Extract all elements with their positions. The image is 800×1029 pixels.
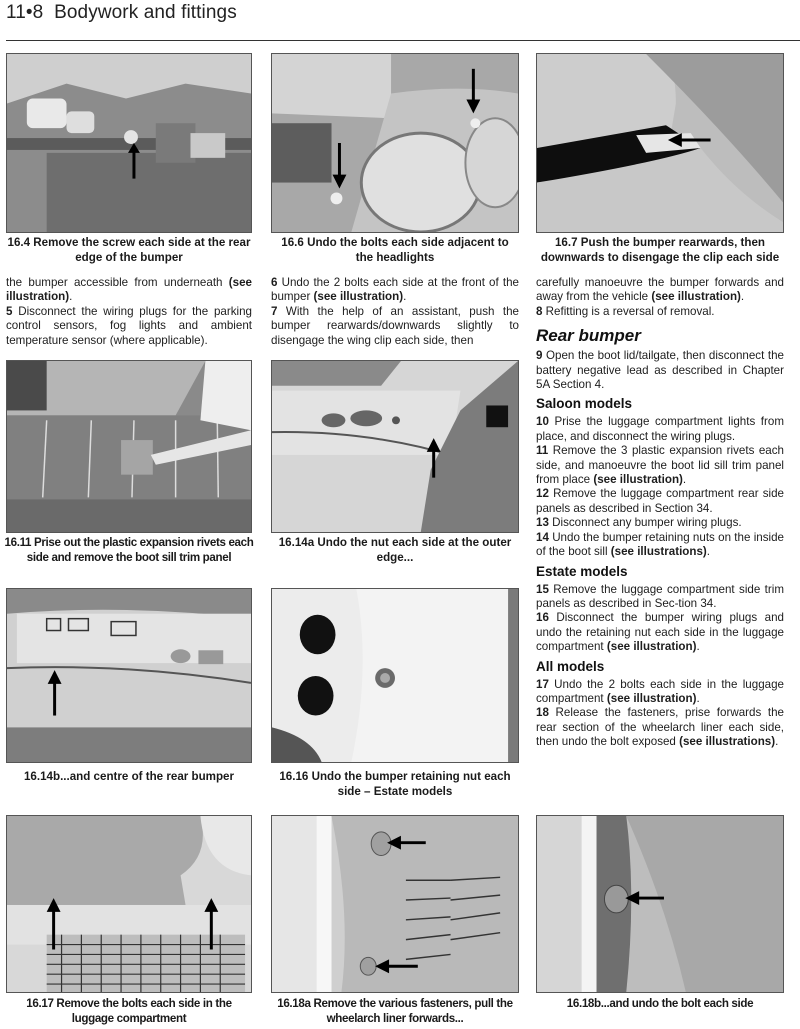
caption-16-11: 16.11 Prise out the plastic expansion rivets each side and remove the boot sill trim panel — [4, 536, 254, 564]
photo-16-14b — [6, 588, 252, 763]
paragraph-10: 10 Prise the luggage compartment lights from place, and disconnect the wiring plugs. — [536, 415, 784, 443]
paragraph-11: 11 Remove the 3 plastic expansion rivets each side, and manoeuvre the boot lid sill trim panel from place (see illustration). — [536, 444, 784, 487]
caption-16-7: 16.7 Push the bumper rearwards, then downwards to disengage the clip each side — [540, 236, 780, 264]
photo-16-14a — [271, 360, 519, 533]
chapter-title: Bodywork and fittings — [54, 2, 237, 23]
page-number: 11•8 — [6, 2, 44, 23]
subheading-estate-models: Estate models — [536, 563, 628, 579]
paragraph-15: 15 Remove the luggage compartment side trim panels as described in Sec-tion 34. — [536, 582, 784, 610]
column1-text — [6, 276, 252, 348]
paragraph-4-continued: the bumper accessible from underneath (see illustration). — [6, 276, 252, 304]
subheading-all-models: All models — [536, 658, 605, 674]
caption-16-14a: 16.14a Undo the nut each side at the outer edge... — [278, 536, 512, 564]
photo-16-7 — [536, 53, 784, 233]
photo-16-18b — [536, 815, 784, 993]
header-rule — [6, 40, 800, 41]
photo-16-16 — [271, 588, 519, 763]
subheading-saloon-models: Saloon models — [536, 396, 633, 412]
caption-16-4: 16.4 Remove the screw each side at the rear edge of the bumper — [7, 236, 251, 264]
section-heading-rear-bumper: Rear bumper — [536, 326, 641, 346]
caption-16-14b: 16.14b...and centre of the rear bumper — [23, 770, 235, 783]
paragraph-6: 6 Undo the 2 bolts each side at the front of the bumper (see illustration). — [271, 276, 519, 304]
paragraph-12: 12 Remove the luggage compartment rear side panels as described in Section 34. — [536, 487, 784, 515]
paragraph-5: 5 Disconnect the wiring plugs for the parking control sensors, fog lights and ambient temperature sensor (where applicable). — [6, 304, 252, 347]
paragraph-16: 16 Disconnect the bumper wiring plugs and undo the retaining nut each side in the luggage compartment (see illustration). — [536, 611, 784, 654]
photo-16-6 — [271, 53, 519, 233]
caption-16-6: 16.6 Undo the bolts each side adjacent to the headlights — [281, 236, 509, 264]
paragraph-7-continued: carefully manoeuvre the bumper forwards and away from the vehicle (see illustration). — [536, 276, 784, 304]
photo-16-11 — [6, 360, 252, 533]
paragraph-18: 18 Release the fasteners, prise forwards the rear section of the wheelarch liner each side, then undo the bolt exposed (see illustrations). — [536, 706, 784, 749]
caption-16-18b: 16.18b...and undo the bolt each side — [566, 997, 754, 1010]
photo-16-4 — [6, 53, 252, 233]
paragraph-13: 13 Disconnect any bumper wiring plugs. — [536, 516, 742, 530]
photo-16-18a — [271, 815, 519, 993]
column3-text — [536, 276, 784, 750]
photo-16-17 — [6, 815, 252, 993]
paragraph-9: 9 Open the boot lid/tailgate, then disconnect the battery negative lead as described in Chapter 5A Section 4. — [536, 349, 784, 392]
paragraph-8: 8 Refitting is a reversal of removal. — [536, 304, 715, 318]
paragraph-17: 17 Undo the 2 bolts each side in the luggage compartment (see illustration). — [536, 677, 784, 705]
caption-16-16: 16.16 Undo the bumper retaining nut each side – Estate models — [279, 770, 511, 798]
column2-text — [271, 276, 519, 348]
caption-16-18a: 16.18a Remove the various fasteners, pull the wheelarch liner forwards... — [277, 997, 513, 1025]
page-header — [6, 2, 237, 24]
paragraph-7: 7 With the help of an assistant, push the bumper rearwards/downwards slightly to disengage the wing clip each side, then — [271, 304, 519, 347]
caption-16-17: 16.17 Remove the bolts each side in the luggage compartment — [26, 997, 232, 1025]
paragraph-14: 14 Undo the bumper retaining nuts on the inside of the boot sill (see illustrations). — [536, 530, 784, 559]
